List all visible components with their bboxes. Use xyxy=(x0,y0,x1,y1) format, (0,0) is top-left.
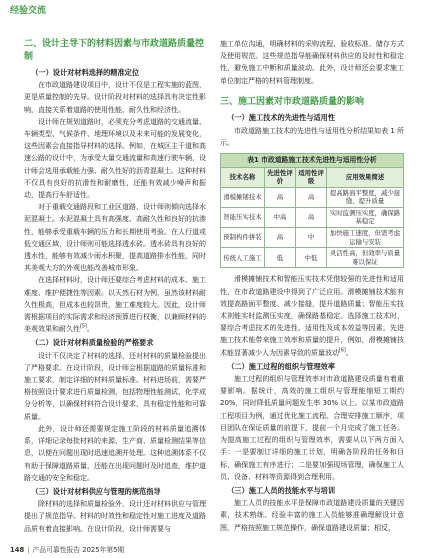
table-cell: 高 xyxy=(296,187,327,207)
table-cell: 中低 xyxy=(296,248,327,268)
body-paragraph: 对于重载交通路段和工业区道路，设计师则倾向选择水泥混凝土。水泥混凝土具有高强度、高耐久性和良好的抗渗性，能够承受重载车辆的压力和长期使用考验。在人行道或低交通区域，设计师则可能选择透水砖。透水砖具有良好的透水性，能够有效减少雨水积聚，提高道路排水性能，同时其美观大方的外观也能改善城市形象。 xyxy=(24,203,206,273)
citation-ref: [5] xyxy=(80,324,87,330)
table-cell: 中高 xyxy=(264,207,295,227)
left-column xyxy=(24,38,206,542)
subsection-heading: （一）设计对材料选择的精准定位 xyxy=(31,68,140,77)
table-1 xyxy=(220,153,404,269)
body-paragraph xyxy=(24,274,206,335)
table-cell: 实时监测压实度，确保路基稳定 xyxy=(327,207,404,227)
right-column xyxy=(220,38,404,542)
body-paragraph: 此外，设计师还需要规定施工阶段的材料质量追溯体系，详细记录每批材料的来源、生产商、质量检测结果等信息，以便在问题出现时迅速追溯并处理。这种追溯体系不仅有助于保障道路质量，还能在出现问题时及时追查，维护道路交通的安全和稳定。 xyxy=(24,424,206,482)
body-paragraph: 在市政道路建设项目中，设计不仅是工程实施的蓝图，更是质量控制的先导。设计阶段对材料的选择具有决定性影响，直接关系着道路的使用性能、耐久性和经济性。 xyxy=(24,81,206,114)
body-paragraph-continued: 施工单位沟通，明确材料的采购流程、验收标准、储存方式及使用规范。这些规范指导能确保材料供应的及时性和稳定性，避免施工中断和质量波动。此外，设计师还会要求施工单位制定严格的材料管理制度。 xyxy=(220,40,404,85)
table-header-row xyxy=(221,167,404,187)
body-paragraph: 设计不仅决定了材料的选择，还对材料的质量检验提出了严格要求。在设计阶段，设计师会根据道路的质量标准和施工要求，制定详细的材料质量标准。材料进场前，需要严格按照设计要求进行质量检测，包括物理性能测试、化学成分分析等，以确保材料符合设计要求，具有稳定性能和可靠质量。 xyxy=(24,351,206,421)
subsection-heading: （二）设计对材料质量检验的严格要求 xyxy=(31,338,154,348)
table-row xyxy=(221,187,404,207)
table-cell: 灵活性高，但效率与质量难以保证 xyxy=(327,248,404,268)
section-heading: 二、设计主导下的材料因素与市政道路质量控制 xyxy=(24,39,205,62)
table-header-cell: 技术名称 xyxy=(221,167,265,187)
table-row xyxy=(221,207,404,227)
table-cell: 高 xyxy=(264,187,295,207)
table-cell: 提高路面平整度，减少接缝，提升质量 xyxy=(327,187,404,207)
citation-ref: [6] xyxy=(339,348,346,354)
paragraph-tail: 。 xyxy=(345,348,353,357)
table-header-cell: 应用效果简述 xyxy=(327,167,404,187)
subsection-heading: （一）施工技术的先进性与适用性 xyxy=(227,113,336,123)
table-cell: 加快施工速度，但需考虑运输与安装 xyxy=(327,228,404,248)
paragraph-tail: 。 xyxy=(86,325,94,334)
body-paragraph: 施工人员的技能水平是保障市政道路建设质量的关键因素，技术熟练、经验丰富的施工人员能够准确理解设计意图，严格按照施工规范操作，确保道路建设质量；相反， xyxy=(220,499,404,532)
paragraph-text: 滑模摊铺技术和智能压实技术凭借较强的先进性和适用性，在市政道路建设中得到了广泛应用。滑模摊铺技术能有效提高路面平整度、减少接缝，提升道路质量；智能压实技术则能实时监测压实度，确保路基稳定。选择施工技术时，要综合考虑技术的先进性、适用性及成本效益等因素。先进施工技术能带来施工效率和质量的提升，例如，滑模摊铺技术能显著减少人为因素导致的质量波动 xyxy=(220,275,404,357)
page-number: 148 xyxy=(10,546,25,554)
table-cell: 滑模摊铺技术 xyxy=(221,187,265,207)
table-header-cell: 先进性评价 xyxy=(264,167,295,187)
table-cell: 高 xyxy=(264,228,295,248)
table-header-cell: 适用性评级 xyxy=(296,167,327,187)
subsection-heading: （三）设计对材料供应与管理的规范指导 xyxy=(31,486,161,496)
subsection-heading: （三）施工人员的技能水平与培训 xyxy=(227,485,336,495)
table-row xyxy=(221,228,404,248)
table-caption: 表1 市政道路施工技术先进性与适用性分析 xyxy=(221,153,404,167)
table-cell: 预制构件拼装 xyxy=(221,228,265,248)
paragraph-text: 在选择材料时，设计师还要综合考虑材料的成本、施工难度、维护便捷性等因素。以天然石材为例，虽然该材料耐久性极高，但成本也较昂贵，施工难度较大。因此，设计师需根据项目的实际需求和经济预算进行权衡，以兼顾材料的美观效果和耐久性 xyxy=(24,276,206,334)
journal-issue: 产品可靠性报告 2025年第5期 xyxy=(32,546,125,554)
table-cell: 低 xyxy=(264,248,295,268)
table-caption-row xyxy=(221,153,404,167)
body-paragraph: 除材料的选择和质量检验外，设计还对材料供应与管理提出了规范指导。材料的时效性和稳定性对施工进度及道路品质有着直接影响。在设计阶段，设计师需要与 xyxy=(24,500,206,533)
section-tag: 经验交流 xyxy=(10,6,47,16)
table-cell: 高 xyxy=(296,207,327,227)
table-cell: 传统人工施工 xyxy=(221,248,265,268)
section-heading: 三、施工因素对市政道路质量的影响 xyxy=(220,96,365,107)
table-cell: 中 xyxy=(296,228,327,248)
body-paragraph: 市政道路施工技术的先进性与适用性分析结果如表 1 所示。 xyxy=(220,126,404,147)
page-footer xyxy=(10,545,124,555)
table-cell: 智能压实技术 xyxy=(221,207,265,227)
body-paragraph: 设计师在规划道路时，必须充分考虑道路的交通流量、车辆类型、气候条件、地理环境以及未来可能的发展变化，这些因素会直接指导材料的选择。例如，在城区主干道和高速公路的设计中，为承受大量交通流量和高速行驶车辆，设计师会选用承载能力强、耐久性好的沥青混凝土。这种材料不仅具有良好的抗滑性和耐磨性，还能有效减少噪声和振动，提高行车舒适性。 xyxy=(24,117,206,200)
subsection-heading: （二）施工过程的组织与管理效率 xyxy=(227,361,336,371)
footer-separator: | xyxy=(27,546,30,554)
body-paragraph: 施工过程的组织与管理效率对市政道路建设质量有着重要影响。据统计，高效的施工组织与管理能缩短工期约 20%，同时降低质量问题发生率 30% 以上。以某市政道路工程项目为例，通过优化施工流程、合理安排施工顺序，项目团队在保证质量的前提下，提前一个月完成了施工任务。为提高施工过程的组织与管理效率，需要从以下两方面入手：一是要制订详细的施工计划，明确各阶段的任务和目标，确保施工有序进行；二是要加强现场管理，确保施工人员、设备、材料等资源得到合理利用。 xyxy=(220,375,404,481)
body-paragraph xyxy=(220,273,404,358)
table-row xyxy=(221,248,404,268)
